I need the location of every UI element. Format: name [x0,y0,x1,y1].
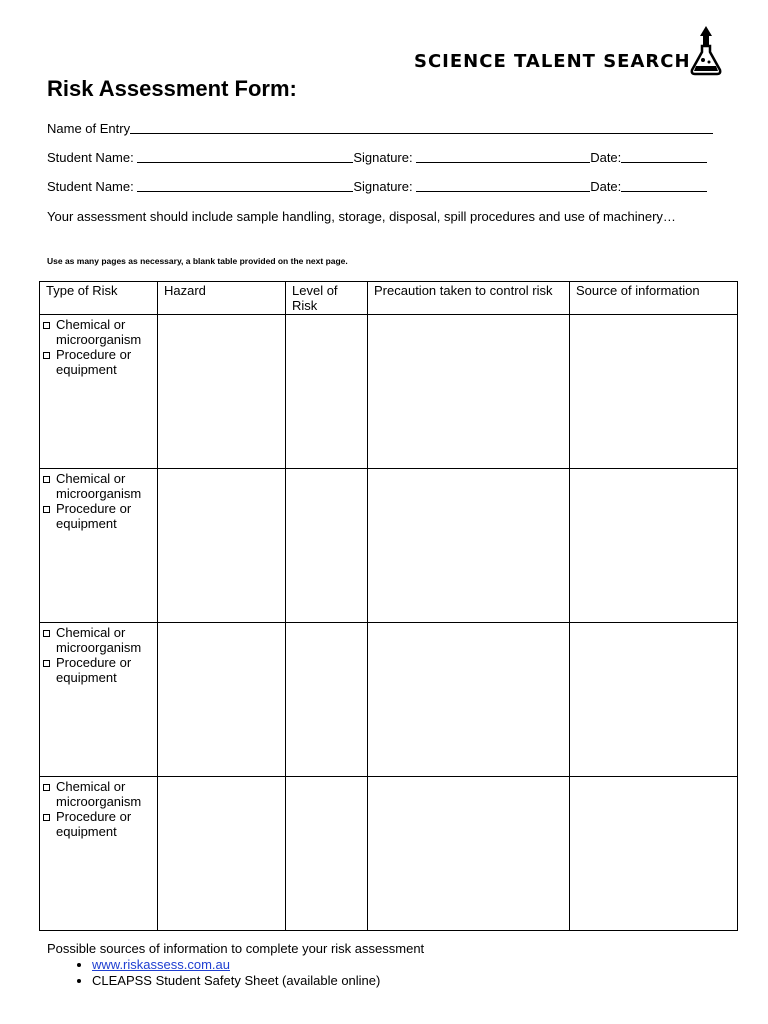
table-header-row [40,282,738,315]
sources-heading: Possible sources of information to complete your risk assessment [47,941,425,956]
level-of-risk-cell[interactable] [286,315,368,469]
option-label: Chemical or microorganism [56,471,142,501]
student-name-field-2[interactable] [137,179,353,192]
option-chemical[interactable] [40,315,157,347]
sources-list [66,957,380,989]
type-of-risk-cell [40,623,158,777]
hazard-cell[interactable] [158,315,286,469]
table-row [40,315,738,469]
note-text: Use as many pages as necessary, a blank table provided on the next page. [47,256,348,266]
student-name-label: Student Name: [47,150,138,165]
precaution-cell[interactable] [368,623,570,777]
science-talent-search-logo [414,24,726,80]
level-of-risk-cell[interactable] [286,777,368,931]
option-procedure[interactable] [40,501,157,531]
date-field-2[interactable] [621,179,707,192]
source-cell[interactable] [570,777,738,931]
checkbox-icon[interactable] [43,506,50,513]
type-of-risk-cell [40,777,158,931]
signature-field-2[interactable] [416,179,590,192]
hazard-cell[interactable] [158,623,286,777]
level-of-risk-cell[interactable] [286,469,368,623]
flask-rocket-icon [686,24,726,78]
source-cell[interactable] [570,623,738,777]
type-of-risk-cell [40,469,158,623]
option-label: Chemical or microorganism [56,317,142,347]
student-name-field-1[interactable] [137,150,353,163]
header-hazard: Hazard [158,282,286,315]
date-field-1[interactable] [621,150,707,163]
list-item [92,957,380,973]
option-procedure[interactable] [40,809,157,839]
entry-name-row [47,120,713,136]
table-row [40,469,738,623]
option-label: Procedure or equipment [56,347,132,377]
header-level-of-risk: Level of Risk [286,282,368,315]
risk-table [39,281,738,931]
checkbox-icon[interactable] [43,660,50,667]
header-type-of-risk: Type of Risk [40,282,158,315]
page-title: Risk Assessment Form: [47,76,297,101]
option-chemical[interactable] [40,469,157,501]
hazard-cell[interactable] [158,469,286,623]
hazard-cell[interactable] [158,777,286,931]
signature-label: Signature: [353,150,417,165]
precaution-cell[interactable] [368,777,570,931]
option-label: Procedure or equipment [56,809,132,839]
checkbox-icon[interactable] [43,630,50,637]
checkbox-icon[interactable] [43,814,50,821]
option-label: Chemical or microorganism [56,625,142,655]
signature-field-1[interactable] [416,150,590,163]
instructions-text: Your assessment should include sample handling, storage, disposal, spill procedures and use of machinery… [47,209,676,224]
list-item: • CLEAPSS Student Safety Sheet (available online) [92,973,380,989]
table-row [40,777,738,931]
signature-label: Signature: [353,179,417,194]
source-cell[interactable] [570,469,738,623]
precaution-cell[interactable] [368,315,570,469]
entry-name-field[interactable] [130,121,713,134]
date-label: Date: [590,150,622,165]
checkbox-icon[interactable] [43,476,50,483]
precaution-cell[interactable] [368,469,570,623]
date-label: Date: [590,179,622,194]
header-source: Source of information [570,282,738,315]
checkbox-icon[interactable] [43,322,50,329]
student-row-1 [47,149,707,165]
header-precaution: Precaution taken to control risk [368,282,570,315]
student-row-2 [47,178,707,194]
option-procedure[interactable] [40,347,157,377]
type-of-risk-cell [40,315,158,469]
checkbox-icon[interactable] [43,784,50,791]
checkbox-icon[interactable] [43,352,50,359]
option-procedure[interactable] [40,655,157,685]
option-chemical[interactable] [40,623,157,655]
source-cell[interactable] [570,315,738,469]
level-of-risk-cell[interactable] [286,623,368,777]
option-label: Chemical or microorganism [56,779,142,809]
option-label: Procedure or equipment [56,655,132,685]
logo-text: SCIENCE TALENT SEARCH [414,51,691,72]
option-label: Procedure or equipment [56,501,132,531]
student-name-label: Student Name: [47,179,138,194]
table-row [40,623,738,777]
riskassess-link[interactable]: www.riskassess.com.au [92,957,230,972]
entry-name-label: Name of Entry [47,121,131,136]
option-chemical[interactable] [40,777,157,809]
